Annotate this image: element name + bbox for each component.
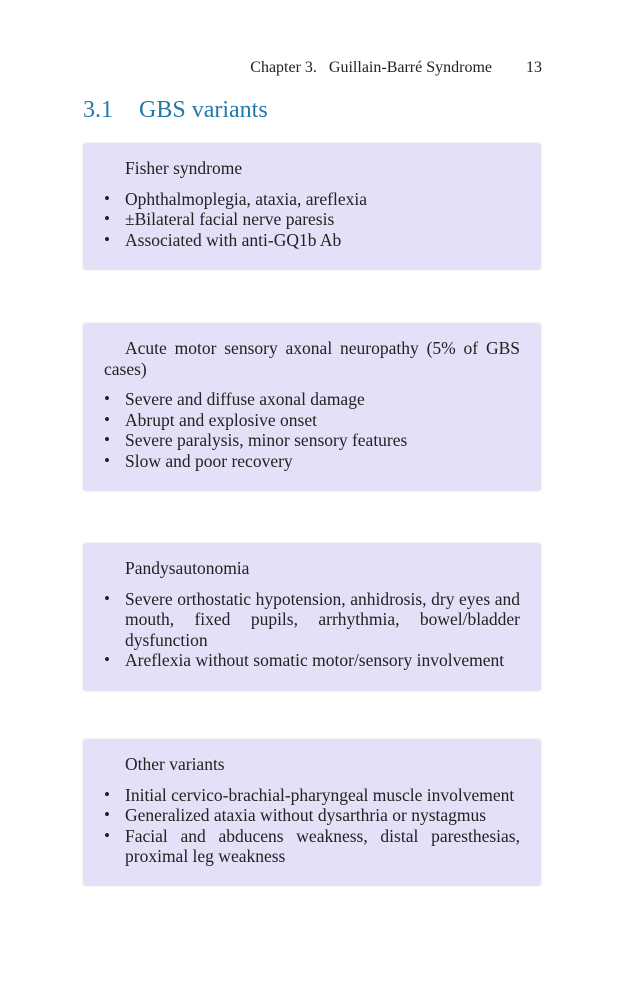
list-item xyxy=(104,805,520,826)
list-item xyxy=(104,430,520,451)
page-number: 13 xyxy=(526,59,542,76)
list-item xyxy=(104,189,520,210)
variant-box-other-variants xyxy=(83,739,541,886)
bullet-icon: • xyxy=(104,409,110,429)
list-item xyxy=(104,230,520,251)
list-item-text: Severe paralysis, minor sensory features xyxy=(125,430,408,450)
list-item-text: Ophthalmoplegia, ataxia, areflexia xyxy=(125,188,367,209)
list-item-text: ±Bilateral facial nerve paresis xyxy=(125,209,335,229)
variant-box-amsan xyxy=(83,323,541,491)
running-head xyxy=(0,58,542,78)
variant-box-pandysautonomia xyxy=(83,543,541,691)
bullet-icon: • xyxy=(104,588,110,608)
bullet-icon: • xyxy=(104,229,110,249)
list-item-text: Slow and poor recovery xyxy=(125,450,293,471)
bullet-list xyxy=(104,785,520,867)
bullet-list xyxy=(104,189,520,251)
box-title: Acute motor sensory axonal neuropathy (5% of GBS cases) xyxy=(104,338,520,379)
bullet-icon: • xyxy=(104,805,110,824)
list-item xyxy=(104,589,520,651)
chapter-title: Guillain-Barré Syndrome xyxy=(328,59,492,76)
list-item xyxy=(104,785,520,806)
list-item-text: Severe and diffuse axonal damage xyxy=(125,389,365,409)
bullet-list xyxy=(104,589,520,671)
list-item-text: Areflexia without somatic motor/sensory involvement xyxy=(125,650,505,670)
bullet-icon: • xyxy=(104,650,110,669)
section-title: GBS variants xyxy=(139,97,268,123)
box-title: Pandysautonomia xyxy=(125,558,250,578)
list-item-text: Severe orthostatic hypotension, anhidrosis, dry eyes and mouth, fixed pupils, arrhythmia, bowel/bladder dysfunction xyxy=(125,588,520,650)
list-item xyxy=(104,410,520,431)
bullet-icon: • xyxy=(104,825,110,845)
bullet-icon: • xyxy=(104,450,110,470)
list-item-text: Initial cervico-brachial-pharyngeal muscle involvement xyxy=(125,784,515,805)
list-item-text: Facial and abducens weakness, distal paresthesias, proximal leg weakness xyxy=(125,825,520,866)
list-item-text: Associated with anti-GQ1b Ab xyxy=(125,229,342,250)
section-number: 3.1 xyxy=(83,97,113,123)
chapter-label: Chapter 3. xyxy=(250,59,317,76)
list-item xyxy=(104,826,520,867)
list-item xyxy=(104,209,520,230)
list-item-text: Abrupt and explosive onset xyxy=(125,409,317,430)
bullet-icon: • xyxy=(104,430,110,449)
list-item-text: Generalized ataxia without dysarthria or nystagmus xyxy=(125,805,487,825)
variant-box-fisher-syndrome xyxy=(83,143,541,270)
box-title: Fisher syndrome xyxy=(125,158,243,178)
section-heading xyxy=(83,95,268,125)
bullet-icon: • xyxy=(104,188,110,208)
list-item xyxy=(104,451,520,472)
bullet-icon: • xyxy=(104,784,110,804)
list-item xyxy=(104,650,520,671)
bullet-list xyxy=(104,389,520,471)
list-item xyxy=(104,389,520,410)
box-title: Other variants xyxy=(125,754,225,774)
bullet-icon: • xyxy=(104,389,110,408)
bullet-icon: • xyxy=(104,209,110,228)
